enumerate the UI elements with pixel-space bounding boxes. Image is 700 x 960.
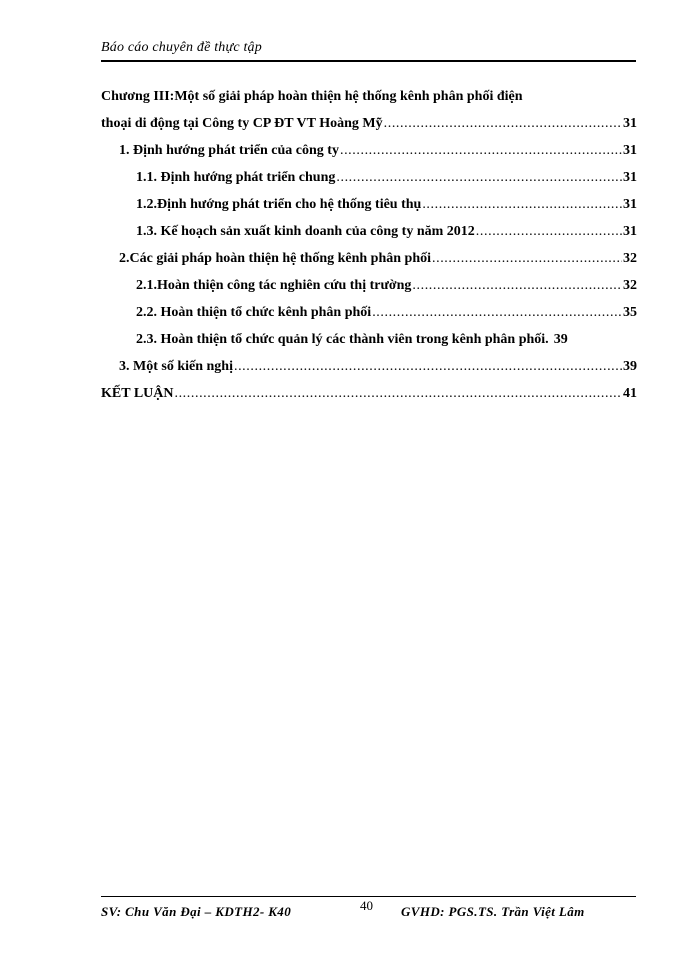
toc-entry-text: 2.Các giải pháp hoàn thiện hệ thống kênh phân phối (119, 251, 431, 266)
toc-dot-leader (384, 110, 622, 137)
header-title: Báo cáo chuyên đề thực tập (101, 40, 262, 55)
page-header (101, 38, 636, 62)
toc-entry-1-1[interactable] (101, 164, 637, 191)
toc-entry-text: KẾT LUẬN (101, 386, 174, 401)
toc-page-number: 31 (623, 170, 637, 185)
toc-entry-2[interactable] (101, 245, 637, 272)
toc-dot-leader (174, 380, 622, 407)
toc-page-number: 39 (553, 332, 568, 347)
toc-entry-text: 3. Một số kiến nghị (119, 359, 233, 374)
footer-advisor: GVHD: PGS.TS. Trần Việt Lâm (401, 904, 585, 919)
footer-divider (101, 896, 636, 897)
toc-entry-text: 1.3. Kế hoạch sản xuất kinh doanh của công ty năm 2012 (136, 224, 475, 239)
footer-page-number: 40 (360, 898, 373, 913)
toc-page-number: 31 (623, 224, 637, 239)
toc-dot-leader (432, 245, 622, 272)
toc-dot-leader (422, 191, 622, 218)
toc-page-number: 35 (623, 305, 637, 320)
toc-entry-3[interactable] (101, 353, 637, 380)
toc-entry-text: 1.2.Định hướng phát triển cho hệ thống tiêu thụ (136, 197, 422, 212)
toc-dot-leader (234, 353, 622, 380)
toc-entry-text: 2.3. Hoàn thiện tổ chức quản lý các thành viên trong kênh phân phối. (136, 332, 549, 347)
toc-chapter-title-part2: thoại di động tại Công ty CP ĐT VT Hoàng Mỹ (101, 116, 383, 131)
table-of-contents (101, 83, 637, 407)
toc-page-number: 32 (623, 251, 637, 266)
toc-entry-text: 2.2. Hoàn thiện tổ chức kênh phân phối (136, 305, 372, 320)
toc-entry-text: 1. Định hướng phát triển của công ty (119, 143, 339, 158)
toc-page-number: 31 (623, 197, 637, 212)
toc-entry-1-3[interactable] (101, 218, 637, 245)
toc-dot-leader (340, 137, 622, 164)
toc-page-number: 32 (623, 278, 637, 293)
toc-entry-1[interactable] (101, 137, 637, 164)
toc-entry-2-1[interactable] (101, 272, 637, 299)
toc-entry-text: 1.1. Định hướng phát triển chung (136, 170, 336, 185)
toc-page-number: 31 (623, 143, 637, 158)
toc-page-number: 41 (623, 386, 637, 401)
toc-entry-2-3[interactable] (101, 326, 637, 353)
toc-dot-leader (372, 299, 622, 326)
toc-dot-leader (412, 272, 622, 299)
toc-chapter-title-part1: Chương III:Một số giải pháp hoàn thiện hệ thống kênh phân phối điện (101, 89, 523, 104)
toc-entry-1-2[interactable] (101, 191, 637, 218)
footer-student: SV: Chu Văn Đại – KDTH2- K40 (101, 904, 292, 919)
toc-dot-leader (336, 164, 622, 191)
toc-entry-conclusion[interactable] (101, 380, 637, 407)
toc-page-number: 39 (623, 359, 637, 374)
toc-entry-text: 2.1.Hoàn thiện công tác nghiên cứu thị trường (136, 278, 412, 293)
toc-entry-2-2[interactable] (101, 299, 637, 326)
toc-chapter-heading-line1 (101, 83, 637, 110)
toc-page-number: 31 (623, 116, 637, 131)
toc-dot-leader (476, 218, 622, 245)
toc-entry-chapter3[interactable] (101, 110, 637, 137)
